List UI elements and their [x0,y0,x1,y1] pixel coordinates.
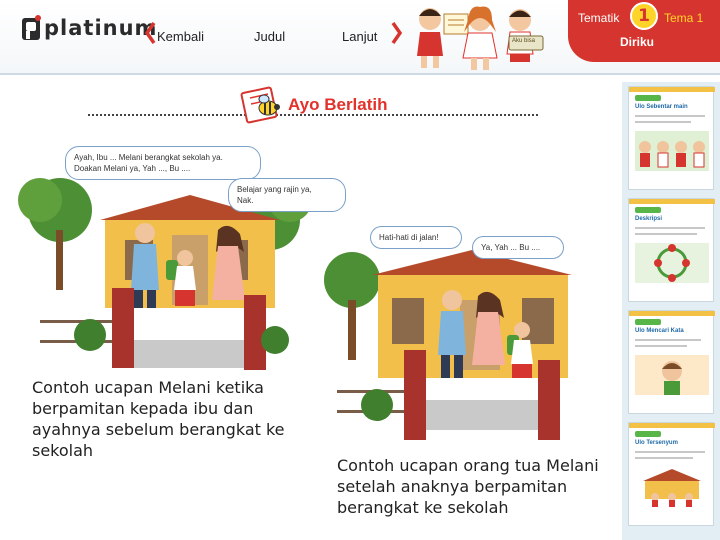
speech-bubble-father: Belajar yang rajin ya, Nak. [228,178,346,212]
thumbnail-title: Deskripsi [635,216,663,222]
thumbnail-picture [635,131,709,171]
thumbnail-text-line [635,233,697,235]
page-thumbnail-strip[interactable] [622,82,720,540]
children-illustration [412,2,567,72]
scene-parents-reply [332,220,575,445]
caption-scene-2: Contoh ucapan orang tua Melani setelah anaknya berpamitan berangkat ke sekolah [337,456,599,517]
chevron-left-icon[interactable] [145,22,155,44]
thumbnail-title: Ulo Sebentar main [635,104,688,110]
thumbnail-picture [635,467,709,507]
thumbnail-picture [635,355,709,395]
platinum-logo-icon [20,14,42,42]
thumbnail-header [629,311,715,316]
scene-family-farewell [30,140,312,370]
thumbnail-header [629,87,715,92]
next-button[interactable]: Lanjut [342,29,378,44]
speech-bubble-melani: Ayah, Ibu ... Melani berangkat sekolah ya. Doakan Melani ya, Yah ..., Bu .... [65,146,261,180]
thumbnail-text-line [635,339,701,341]
thumbnail-text-line [635,457,693,459]
tematik-label: Tematik [578,11,620,25]
thumbnail-text-line [635,121,691,123]
thumbnail-tag [635,319,661,325]
page-thumbnail[interactable] [628,310,714,414]
tema-label: Tema 1 [664,11,704,25]
header-bar [0,0,720,75]
brand-logo[interactable] [20,14,158,44]
thumbnail-title: Ulo Mencari Kata [635,328,684,334]
speech-bubble-melani-reply: Ya, Yah ... Bu .... [472,236,564,259]
thumbnail-text-line [635,115,705,117]
thumbnail-tag [635,95,661,101]
chevron-right-icon[interactable] [392,22,402,44]
page-thumbnail[interactable] [628,198,714,302]
title-button[interactable]: Judul [254,29,286,44]
section-title: Ayo Berlatih [288,95,388,114]
thumbnail-text-line [635,227,705,229]
subtema-label: Diriku [620,35,655,49]
back-button[interactable]: Kembali [157,29,204,44]
thumbnail-picture [635,243,709,283]
kids-sign-text: Aku bisa [512,38,536,44]
thumbnail-header [629,423,715,428]
thumbnail-title: Ulo Tersenyum [635,440,678,446]
thumbnail-text-line [635,451,705,453]
page-thumbnail[interactable] [628,86,714,190]
tema-number-badge: 1 [630,2,658,30]
brand-name: platinum [44,16,158,40]
thumbnail-text-line [635,345,687,347]
speech-bubble-parents: Hati-hati di jalan! [370,226,462,249]
page-thumbnail[interactable] [628,422,714,526]
bee-notebook-icon [238,86,284,124]
caption-scene-1: Contoh ucapan Melani ketika berpamitan kepada ibu dan ayahnya sebelum berangkat ke sekolah [32,378,285,460]
thumbnail-header [629,199,715,204]
thumbnail-tag [635,207,661,213]
thumbnail-tag [635,431,661,437]
